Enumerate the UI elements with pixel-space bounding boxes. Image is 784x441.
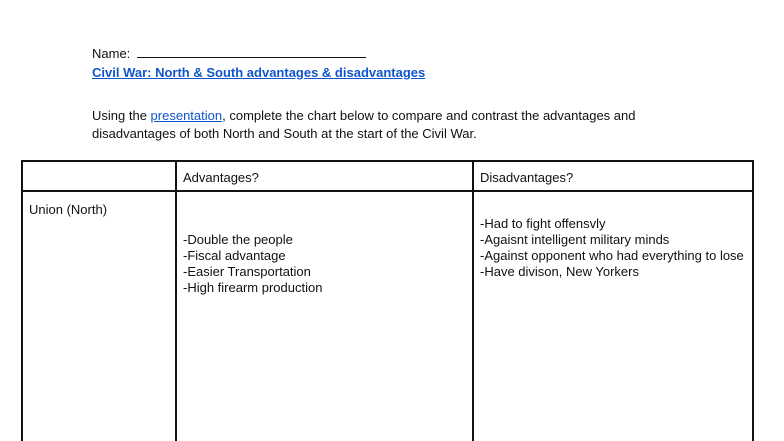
- disadvantages-list: [474, 192, 752, 280]
- name-blank-field[interactable]: [137, 45, 366, 58]
- list-item: -Fiscal advantage: [183, 248, 286, 263]
- name-label: Name:: [92, 46, 134, 61]
- presentation-link[interactable]: presentation: [150, 108, 223, 123]
- list-item: -Double the people: [183, 232, 293, 247]
- header-cell-disadvantages: [473, 161, 753, 191]
- chart-header-row: [22, 161, 753, 191]
- header-cell-blank: [22, 161, 176, 191]
- instructions-paragraph: [92, 107, 712, 143]
- header-cell-advantages: [176, 161, 473, 191]
- list-item: -Had to fight offensvly: [480, 216, 606, 231]
- list-item: -High firearm production: [183, 280, 323, 295]
- comparison-chart: [21, 160, 754, 441]
- instructions-text-before: Using the: [92, 108, 151, 123]
- list-item: -Have divison, New Yorkers: [480, 264, 639, 279]
- disadvantages-cell[interactable]: [473, 191, 753, 441]
- row-label-union: Union (North): [29, 202, 108, 217]
- instructions-text-after: , complete the chart below to compare and contrast the advantages and disadvantages of both North and South at the start of the Civil War.: [92, 108, 636, 141]
- advantages-list: [177, 192, 472, 296]
- name-line: [92, 45, 366, 62]
- advantages-cell[interactable]: [176, 191, 473, 441]
- row-label-cell[interactable]: [22, 191, 176, 441]
- list-item: -Agaisnt intelligent military minds: [480, 232, 670, 247]
- list-item: -Easier Transportation: [183, 264, 311, 279]
- disadvantages-header: Disadvantages?: [480, 170, 574, 185]
- advantages-header: Advantages?: [183, 170, 259, 185]
- worksheet-title-link[interactable]: Civil War: North & South advantages & disadvantages: [92, 65, 426, 80]
- list-item: -Against opponent who had everything to lose: [480, 248, 744, 263]
- table-row: [22, 191, 753, 441]
